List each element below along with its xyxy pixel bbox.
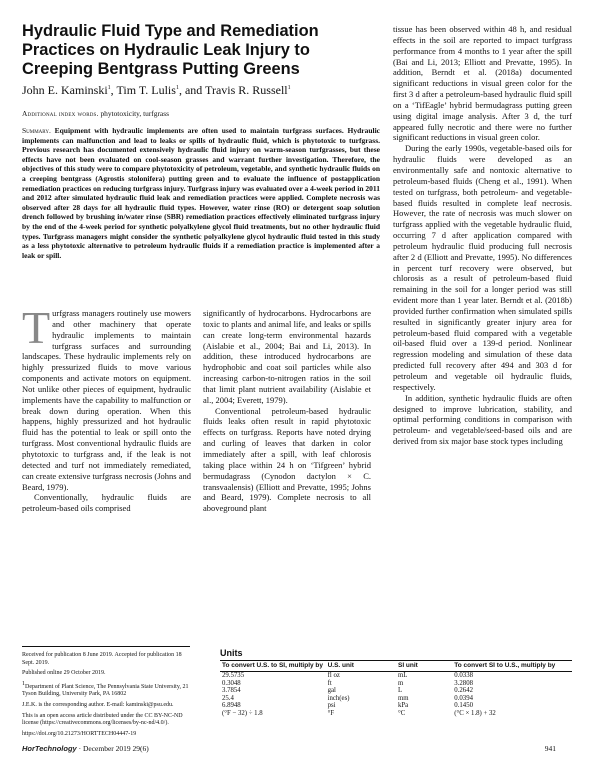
units-cell: ft	[327, 679, 332, 687]
author-separator: ,	[110, 83, 117, 97]
units-table-box	[220, 648, 572, 718]
author-affiliation-mark: 1	[287, 85, 291, 91]
affiliation-text: Department of Plant Science, The Pennsylvania State University, 21 Tyson Building, University Park, PA 16802	[22, 683, 189, 698]
footnote-license: This is an open access article distributed under the CC BY-NC-ND license (https://creativecommons.org/licenses/by-nc-nd/4.0/).	[22, 712, 183, 727]
author-name: John E. Kaminski	[22, 83, 108, 97]
units-cell: 0.1450	[454, 702, 473, 710]
units-cell: mm	[397, 694, 409, 702]
footnote-received: Received for publication 8 June 2019. Accepted for publication 18 Sept. 2019.	[22, 652, 182, 666]
units-header: SI unit	[396, 661, 452, 672]
body-paragraph: significantly of hydrocarbons. Hydrocarbons are toxic to plants and animal life, and leaks or spills can create long-term environmental hazards (Aislabie et al., 2004; Bai and Li, 2013). In addition, these introduced hydrocarbons are hydrophobic and coat soil particles while also increasing carbon-to-nitrogen ratios in the soil that limit plant nutrient availability (Aislabie et al., 2004; Everett, 1979).	[203, 308, 371, 405]
issue-info: · December 2019 29(6)	[76, 744, 149, 753]
footnote-divider	[22, 646, 190, 647]
page-number: 941	[544, 744, 556, 753]
units-header: U.S. unit	[326, 661, 396, 672]
units-cell: 0.3048	[222, 679, 241, 687]
units-cell: mL	[397, 672, 408, 679]
author-separator: , and	[178, 83, 206, 97]
units-cell: (°F − 32) ÷ 1.8	[222, 709, 263, 717]
footnote-corresponding: J.E.K. is the corresponding author. E-mail: kaminski@psu.edu.	[22, 701, 174, 708]
units-cell: m	[397, 679, 404, 687]
units-cell: fl oz	[327, 672, 340, 679]
body-column-3	[393, 24, 572, 447]
units-header: To convert SI to U.S., multiply by	[452, 661, 572, 672]
author-affiliation-mark: 1	[175, 85, 179, 91]
footnote-affiliation	[22, 681, 192, 699]
units-cell: 3.7854	[222, 687, 241, 695]
author-affiliation-mark: 1	[107, 85, 111, 91]
units-cell: 29.5735	[222, 672, 245, 679]
units-title: Units	[220, 648, 243, 658]
units-cell: inch(es)	[327, 694, 350, 702]
summary-label: Summary.	[22, 126, 51, 135]
units-cell: °F	[327, 709, 335, 717]
body-paragraph: Conventionally, hydraulic fluids are petroleum-based oils comprised	[22, 492, 191, 514]
body-paragraph: In addition, synthetic hydraulic fluids are often designed to improve lubrication, stability, and optimal performing conditions in comparison with petroleum- and vegetable/seed-based oils and are derived from six major base stock types including	[393, 392, 572, 447]
body-paragraph: tissue has been observed within 48 h, and residual effects in the soil are reported to impact turfgrass performance from 4 months to 1 year after the spill (Bai and Li, 2013; Elliott and Prevatte, 1995). In addition, Berndt et al. (2018a) documented significant reductions in visual green color for the first 3 d after a petroleum-based hydraulic fluid spill on a ‘TifEagle’ hybrid bermudagrass putting green using digital image analysis. After 3 d, the turf appeared fully necrotic and there were no further significant reductions in visual green color.	[393, 24, 572, 143]
footnote-published: Published online 29 October 2019.	[22, 670, 106, 677]
units-row	[220, 687, 572, 695]
units-cell: 6.8948	[222, 702, 241, 710]
units-cell: kPa	[397, 702, 409, 710]
units-row	[220, 695, 572, 703]
footnotes	[22, 652, 192, 741]
drop-cap: T	[22, 302, 51, 353]
units-cell: 0.0394	[454, 694, 473, 702]
article-title: Hydraulic Fluid Type and Remediation Practices on Hydraulic Leak Injury to Creeping Bentgrass Putting Greens	[22, 22, 319, 78]
author-name: Travis R. Russell	[205, 83, 288, 97]
units-row	[220, 710, 572, 718]
footer-spacer	[22, 740, 578, 741]
units-cell: °C	[397, 709, 406, 717]
page-footer	[22, 744, 578, 753]
body-column-1	[22, 302, 191, 514]
index-words-text: phytotoxicity, turfgrass	[100, 109, 169, 118]
units-cell: (°C × 1.8) + 32	[454, 709, 496, 717]
footnote-doi[interactable]: https://doi.org/10.21273/HORTTECH04447-19	[22, 730, 137, 737]
index-words	[22, 109, 382, 118]
journal-name: HorTechnology	[22, 744, 77, 753]
index-words-label: Additional index words.	[22, 109, 99, 118]
units-cell: gal	[327, 687, 336, 695]
author-list	[22, 83, 382, 98]
units-cell: 25.4	[222, 694, 234, 702]
body-paragraph: Conventional petroleum-based hydraulic fluids leaks often result in rapid phytotoxic effects on turfgrass. Reports have noted drying and curling of leaves that darken in color immediately after a spill, with leaf chlorosis taking place within 24 h on ‘Tifgreen’ hybrid bermudagrass (Cynodon dactylon × C. transvaalensis) (Elliott and Prevatte, 1995; Johns and Beard, 1979). Complete necrosis to all aboveground plant	[203, 405, 371, 514]
author-name: Tim T. Lulis	[116, 83, 176, 97]
units-table	[220, 660, 572, 718]
summary	[22, 126, 380, 260]
units-row	[220, 680, 572, 688]
body-paragraph: urfgrass managers routinely use mowers and other machinery that operate hydraulic implements to maintain turfgrass surfaces and surrounding landscapes. These hydraulic implements rely on highly pressurized fluids to move various components and activate motors on equipment. Not unlike other pieces of equipment, hydraulic implements have the capability to malfunction or break down during operation. When this happens, highly pressurized and hot hydraulic fluid has the potential to leak or spill onto the turfgrass. Most conventional hydraulic fluids are phytotoxic to turfgrass and, if the leak is not detected and turf not immediately remediated, can create extensive turfgrass necrosis (Johns and Beard, 1979).	[22, 308, 191, 492]
units-row	[220, 702, 572, 710]
units-cell: psi	[327, 702, 336, 710]
units-cell: L	[397, 687, 403, 695]
units-header: To convert U.S. to SI, multiply by	[220, 661, 326, 672]
units-cell: 0.0338	[454, 672, 473, 679]
units-row	[220, 672, 572, 680]
units-cell: 3.2808	[454, 679, 473, 687]
body-paragraph: During the early 1990s, vegetable-based oils for hydraulic fluids were developed as an environmentally safe and nontoxic alternative to petroleum-based fluids (Cheng et al., 1991). When tested on turfgrass, both petroleum- and vegetable-based fluids resulted in complete leaf necrosis. However, the rate of necrosis was much slower on turfgrass applied with the vegetable hydraulic fluid, occurring 7 d after application compared with petroleum hydraulic fluid producing full necrosis after 2 d (Elliott and Prevatte, 1995). No differences in percent turf recovery were observed, but chlorosis as a result of petroleum-based fluid remaining in the soil for a longer period was still evident more than 1 year later. Berndt et al. (2018b) provided further confirmation when simulated spills resulted in significantly greater injury area for petroleum-based fluid compared with a vegetable oil-based fluid over a 139-d period. Nonlinear regression modeling and simulation of these data predicted full recovery after 494 and 303 d for petroleum and vegetable oil hydraulic fluids, respectively.	[393, 143, 572, 392]
affiliation-mark: 1	[22, 680, 25, 687]
body-column-2	[203, 308, 371, 514]
summary-text: Equipment with hydraulic implements are often used to maintain turfgrass surfaces. Hydraulic implements can malfunction and lead to leaks or spills of hydraulic fluid, which is phytotoxic to turfgrass. Previous research has documented extensively hydraulic fluid injury on warm-season turfgrasses, but these effects have not been evaluated on cool-season grasses and warrant further investigation. Therefore, the objectives of this study were to compare phytotoxicity of petroleum, vegetable, and synthetic hydraulic fluids on a creeping bentgrass (Agrostis stolonifera) putting green and to evaluate the influence of postapplication remediation practices on reducing turfgrass injury. Turfgrass injury was evaluated over a 4-week period in 2011 and 2012 after simulated hydraulic fluid leak and remediation practices were applied. Complete necrosis was observed after 28 days for all hydraulic fluid types. However, water rinse (RO) or detergent soap solution drench followed by brushing in/water rinse (SBR) remediation practices effectively eliminated turfgrass injury by the end of the 4-week period for synthetic polyalkylene glycol fluid treatments, but no other hydraulic fluid types. Turfgrass managers might consider the synthetic polyalkylene glycol hydraulic fluid tested in this study as a less phytotoxic alternative to petroleum hydraulic fluids if a remediation practice is implemented after a leak or spill.	[22, 126, 380, 260]
units-cell: 0.2642	[454, 687, 473, 695]
